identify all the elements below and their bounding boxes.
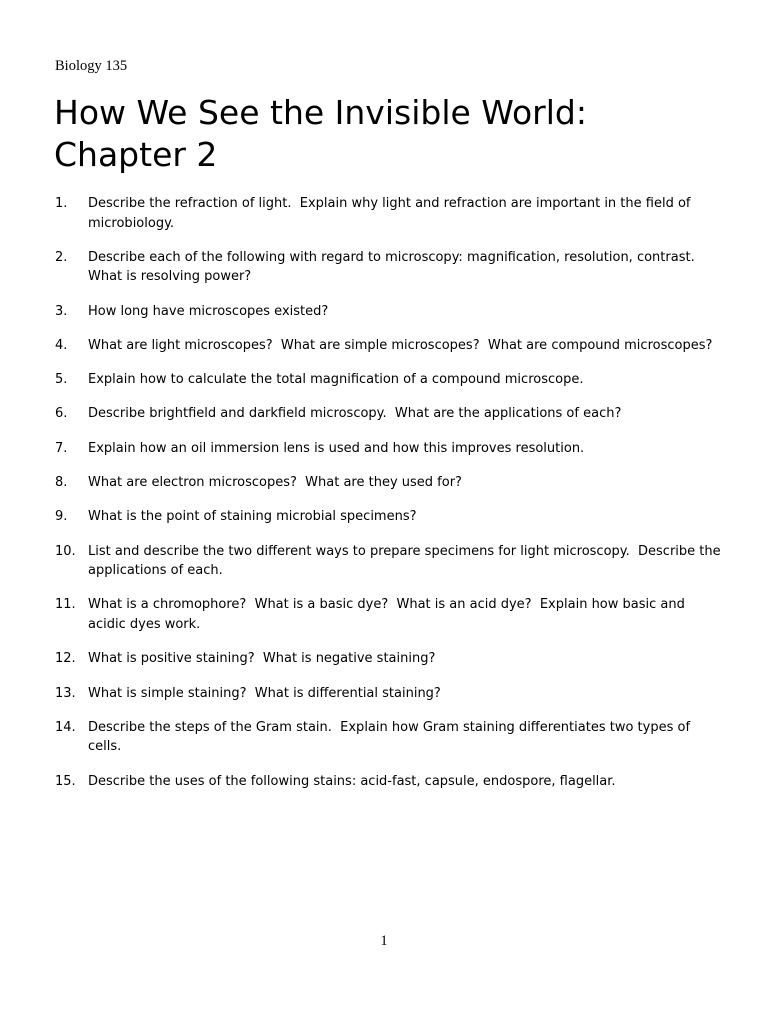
question-text: What are electron microscopes? What are they used for? (88, 475, 462, 491)
question-item (55, 439, 725, 459)
question-number: 9. (55, 509, 68, 525)
question-number: 10. (55, 543, 76, 559)
question-text: Explain how an oil immersion lens is used and how this improves resolution. (88, 440, 585, 456)
question-number: 7. (55, 440, 68, 456)
question-item (55, 718, 725, 757)
question-text: Describe the refraction of light. Explain why light and refraction are important in the field of microbiology. (88, 196, 695, 231)
question-number: 1. (55, 196, 68, 211)
question-text: Describe the steps of the Gram stain. Explain how Gram staining differentiates two types of cells. (88, 719, 695, 755)
question-number: 13. (55, 685, 76, 701)
question-text: Describe each of the following with regard to microscopy: magnification, resolution, contrast. What is resolving power? (88, 249, 703, 285)
question-item (55, 404, 725, 424)
question-item (55, 248, 725, 287)
question-item (55, 595, 725, 634)
question-text: How long have microscopes existed? (88, 303, 329, 319)
question-item (55, 772, 725, 792)
question-number: 6. (55, 406, 68, 422)
question-item (55, 194, 725, 233)
question-number: 3. (55, 303, 68, 319)
question-item (55, 649, 725, 669)
question-list (55, 194, 725, 806)
title-line-1: How We See the Invisible World: (54, 93, 587, 132)
page-number: 1 (380, 933, 388, 949)
question-item (55, 336, 725, 356)
question-item (55, 542, 725, 581)
question-item (55, 302, 725, 322)
question-text: What is positive staining? What is negative staining? (88, 651, 436, 667)
question-number: 14. (55, 719, 76, 735)
question-number: 12. (55, 651, 76, 667)
question-text: List and describe the two different ways to prepare specimens for light microscopy. Describe the applications of each. (88, 543, 725, 579)
question-item (55, 370, 725, 390)
question-item (55, 507, 725, 527)
course-label: Biology 135 (55, 58, 128, 74)
title-line-2: Chapter 2 (54, 135, 218, 174)
question-number: 5. (55, 372, 68, 388)
page-title (54, 92, 734, 176)
question-text: What is the point of staining microbial specimens? (88, 509, 417, 525)
question-text: Describe brightfield and darkfield microscopy. What are the applications of each? (88, 406, 622, 422)
question-text: What is simple staining? What is differential staining? (88, 685, 441, 701)
question-item (55, 473, 725, 493)
question-item (55, 684, 725, 704)
question-number: 4. (55, 337, 68, 353)
question-text: What is a chromophore? What is a basic dye? What is an acid dye? Explain how basic and acidic dyes work. (88, 597, 690, 632)
question-text: Explain how to calculate the total magnification of a compound microscope. (88, 372, 584, 388)
question-text: Describe the uses of the following stains: acid-fast, capsule, endospore, flagellar. (88, 773, 616, 789)
question-number: 8. (55, 475, 68, 491)
question-number: 15. (55, 773, 76, 789)
question-text: What are light microscopes? What are simple microscopes? What are compound microscopes? (88, 337, 713, 353)
question-number: 11. (55, 597, 76, 613)
question-number: 2. (55, 249, 68, 265)
